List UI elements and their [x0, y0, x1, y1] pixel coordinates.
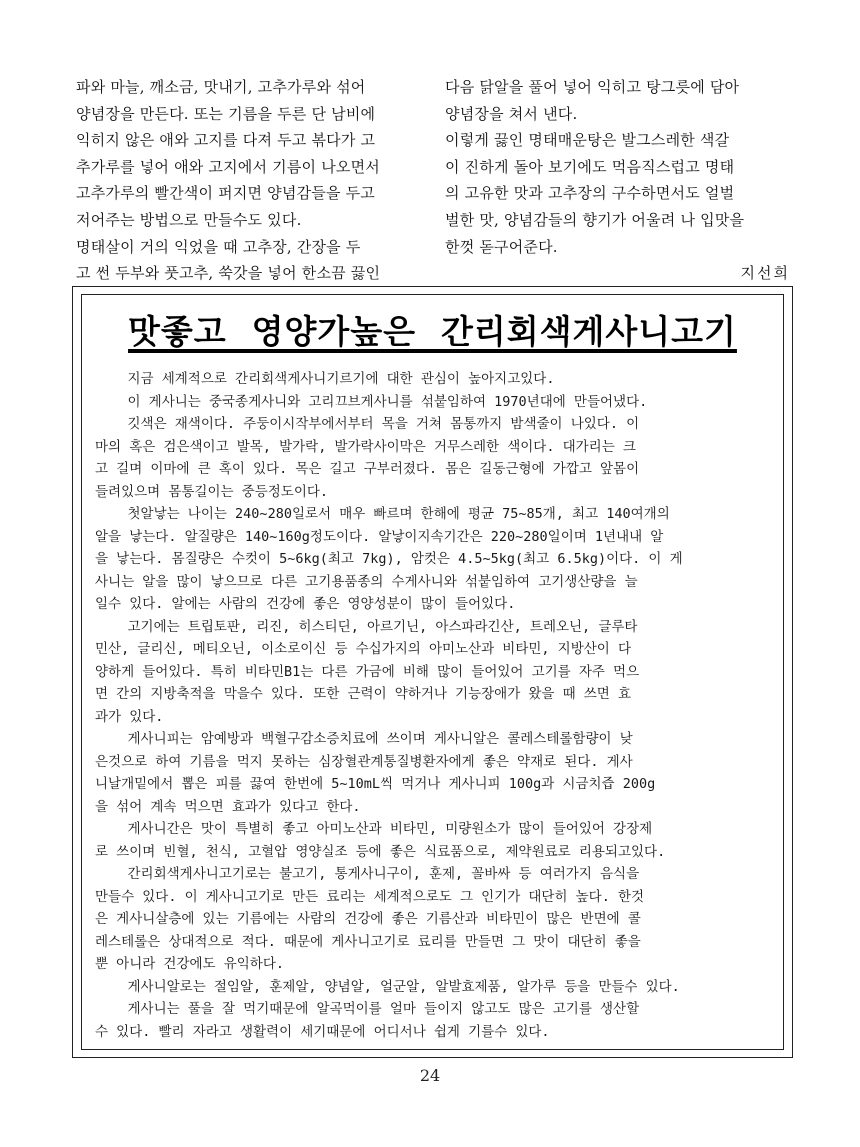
article-line: 첫알낳는 나이는 240~280일로서 매우 빠르며 한해에 평균 75~85개, 최고 140여개의: [95, 506, 670, 522]
article-line: 간리회색게사니고기로는 불고기, 통게사니구이, 훈제, 꼴바싸 등 여러가지 음식을: [95, 866, 640, 882]
continued-article-section: [76, 74, 792, 283]
page-number: 24: [419, 1066, 441, 1085]
article-line: 양하게 들어있다. 특히 비타민B1는 다른 가금에 비해 많이 들어있어 고기를 자주 먹으: [95, 663, 640, 680]
text-line: 파와 마늘, 깨소금, 맛내기, 고추가루와 섞어: [76, 78, 366, 96]
text-line: 다음 닭알을 풀어 넣어 익히고 탕그릇에 담아: [445, 78, 740, 96]
text-line: 저어주는 방법으로 만들수도 있다.: [76, 210, 302, 229]
article-line: 사니는 알을 많이 낳으므로 다른 고기용품종의 수게사니와 섞붙임하여 고기생산량을 늘: [95, 573, 638, 590]
text-line: 명태살이 거의 익었을 때 고추장, 간장을 두: [76, 237, 361, 256]
article-line: 알을 낳는다. 알질량은 140~160g정도이다. 알낳이지속기간은 220~280일이며 1년내내 알: [95, 528, 664, 545]
article-line: 일수 있다. 알에는 사람의 건강에 좋은 영양성분이 많이 들어있다.: [95, 596, 516, 612]
text-line: 한껏 돋구어준다.: [445, 237, 558, 256]
article-line: 민산, 글리신, 메티오닌, 이소로이신 등 수십가지의 아미노산과 비타민, 지방산이 다: [95, 641, 632, 657]
article-line: 깃색은 재색이다. 주둥이시작부에서부터 목을 거쳐 몸통까지 밤색줄이 나있다. 이: [95, 416, 640, 432]
text-line: 이렇게 끓인 명태매운탕은 발그스레한 색갈: [445, 131, 730, 150]
article-line: 을 낳는다. 몸질량은 수컷이 5~6kg(최고 7kg), 암컷은 4.5~5kg(최고 6.5kg)이다. 이 게: [95, 551, 683, 567]
right-column: [445, 74, 792, 287]
article-line: 게사니피는 암예방과 백혈구감소증치료에 쓰이며 게사니알은 콜레스테롤함량이 낮: [95, 731, 633, 747]
article-line: 이 게사니는 중국종게사니와 고리끄브게사니를 섞붙임하여 1970년대에 만들어냈다.: [95, 393, 648, 410]
article-line: 은것으로 하여 기름을 먹지 못하는 심장혈관계통질병환자에게 좋은 약재로 된다. 게사: [95, 753, 633, 770]
article-title: 맛좋고 영양가높은 간리회색게사니고기: [128, 312, 737, 351]
article-line: 레스테롤은 상대적으로 적다. 때문에 게사니고기로 료리를 만들면 그 맛이 대단히 좋을: [95, 933, 641, 950]
text-line: 고 썬 두부와 풋고추, 쑥갓을 넣어 한소끔 끓인: [76, 264, 381, 283]
article-body: [95, 368, 775, 1043]
text-line: 의 고유한 맛과 고추장의 구수하면서도 얼벌: [445, 184, 735, 203]
article-line: 만들수 있다. 이 게사니고기로 만든 료리는 세계적으로도 그 인기가 대단히 높다. 한것: [95, 888, 645, 905]
article-line: 은 게사니살층에 있는 기름에는 사람의 건강에 좋은 기름산과 비타민이 많은 반면에 콜: [95, 911, 641, 927]
article-line: 지금 세계적으로 간리회색게사니기르기에 대한 관심이 높아지고있다.: [95, 371, 555, 387]
text-line: 양념장을 쳐서 낸다.: [445, 104, 578, 123]
article-line: 게사니간은 맛이 특별히 좋고 아미노산과 비타민, 미량원소가 많이 들어있어 강장제: [95, 821, 653, 837]
text-line: 양념장을 만든다. 또는 기름을 두른 단 남비에: [76, 104, 376, 123]
article-line: 고 길며 이마에 큰 혹이 있다. 목은 길고 구부러졌다. 몸은 길동근형에 가깝고 앞몸이: [95, 461, 640, 477]
text-line: 추가루를 넣어 애와 고지에서 기름이 나오면서: [76, 157, 380, 176]
article-line: 마의 혹은 검은색이고 발목, 발가락, 발가락사이막은 거무스레한 색이다. 대가리는 크: [95, 438, 636, 455]
author-name: 지선희: [740, 264, 790, 283]
article-line: 게사니알로는 절임알, 훈제알, 양념알, 얼군알, 알발효제품, 알가루 등을 만들수 있다.: [95, 978, 680, 995]
article-line: 을 섞어 계속 먹으면 효과가 있다고 한다.: [95, 798, 361, 815]
article-line: 들려있으며 몸통길이는 중등정도이다.: [95, 483, 329, 500]
article-line: 뿐 아니라 건강에도 유익하다.: [95, 956, 285, 972]
text-line: 벌한 맛, 양념감들의 향기가 어울려 나 입맛을: [445, 210, 745, 229]
text-line: 익히지 않은 애와 고지를 다져 두고 볶다가 고: [76, 131, 376, 150]
article-line: 니날개밑에서 뽑은 피를 끓여 한번에 5~10mL씩 먹거나 게사니피 100g과 시금치즙 200g: [95, 776, 656, 792]
text-line: 이 진하게 돌아 보기에도 먹음직스럽고 명태: [445, 157, 735, 176]
article-line: 고기에는 트립토판, 리진, 히스티딘, 아르기닌, 아스파라긴산, 트레오닌, 글루타: [95, 618, 638, 635]
left-column: [76, 74, 423, 287]
article-line: 과가 있다.: [95, 708, 164, 725]
text-line: 고추가루의 빨간색이 퍼지면 양념감들을 두고: [76, 184, 375, 203]
article-line: 수 있다. 빨리 자라고 생활력이 세기때문에 어디서나 쉽게 기를수 있다.: [95, 1023, 550, 1040]
article-line: 면 간의 지방축적을 막을수 있다. 또한 근력이 약하거나 기능장애가 왔을 때 쓰면 효: [95, 686, 632, 702]
article-line: 로 쓰이며 빈혈, 천식, 고혈압 영양실조 등에 좋은 식료품으로, 제약원료로 리용되고있다.: [95, 843, 666, 860]
article-line: 게사니는 풀을 잘 먹기때문에 알곡먹이를 얼마 들이지 않고도 많은 고기를 생산할: [95, 1001, 640, 1017]
